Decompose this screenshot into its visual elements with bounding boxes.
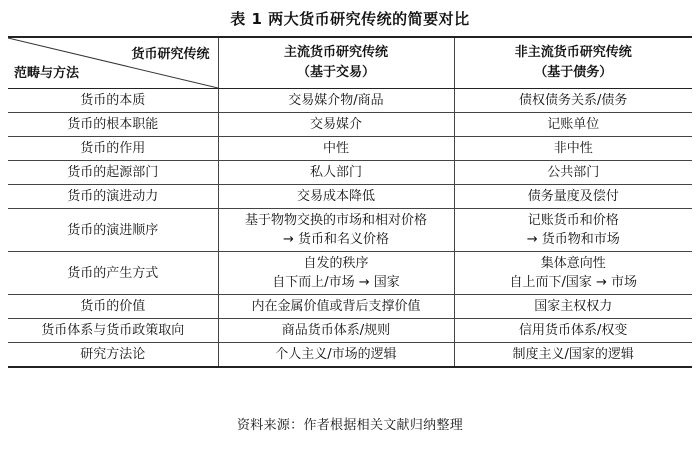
table-row <box>8 252 692 295</box>
header-mainstream-title: 主流货币研究传统 <box>283 45 388 60</box>
row-mainstream-line: 内在金属价值或背后支撑价值 <box>251 299 421 314</box>
row-category: 货币的本质 <box>8 89 218 113</box>
table-row <box>8 161 692 185</box>
row-mainstream-line: 个人主义/市场的逻辑 <box>275 347 397 362</box>
row-category: 货币的演进顺序 <box>8 209 218 252</box>
row-mainstream-line: 交易成本降低 <box>296 189 375 204</box>
row-non-mainstream <box>454 209 692 252</box>
corner-label-research-tradition: 货币研究传统 <box>131 47 210 62</box>
row-non-mainstream-line: 集体意向性 <box>540 256 606 271</box>
row-non-mainstream-line: 记账货币和价格 <box>527 213 619 228</box>
row-non-mainstream <box>454 89 692 113</box>
row-mainstream-line: 自发的秩序 <box>303 256 369 271</box>
row-non-mainstream-line: 信用货币体系/权变 <box>519 323 628 338</box>
source-note: 资料来源：作者根据相关文献归纳整理 <box>236 418 464 433</box>
table-row <box>8 137 692 161</box>
row-mainstream <box>218 113 454 137</box>
table-header-row <box>8 37 692 89</box>
table-row <box>8 89 692 113</box>
row-mainstream-line: → 货币和名义价格 <box>282 232 390 247</box>
row-mainstream <box>218 89 454 113</box>
row-non-mainstream <box>454 185 692 209</box>
row-non-mainstream-line: 非中性 <box>553 141 593 156</box>
row-non-mainstream <box>454 319 692 343</box>
row-category: 货币的产生方式 <box>8 252 218 295</box>
table-row <box>8 209 692 252</box>
header-non-mainstream-title: 非主流货币研究传统 <box>514 45 632 60</box>
header-mainstream-subtitle: （基于交易） <box>296 65 375 80</box>
table-row <box>8 295 692 319</box>
table-row <box>8 185 692 209</box>
row-mainstream <box>218 295 454 319</box>
row-category: 货币的起源部门 <box>8 161 218 185</box>
row-category: 货币体系与货币政策取向 <box>8 319 218 343</box>
row-non-mainstream-line: 记账单位 <box>547 117 600 132</box>
header-non-mainstream <box>454 37 692 89</box>
row-mainstream-line: 交易媒介物/商品 <box>288 93 384 108</box>
header-non-mainstream-subtitle: （基于债务） <box>534 65 613 80</box>
row-non-mainstream-line: 自上而下/国家 → 市场 <box>509 275 638 290</box>
row-mainstream <box>218 185 454 209</box>
row-non-mainstream-line: 国家主权权力 <box>534 299 613 314</box>
comparison-table <box>8 36 692 368</box>
row-mainstream <box>218 161 454 185</box>
row-mainstream <box>218 343 454 368</box>
row-category: 货币的根本职能 <box>8 113 218 137</box>
diagonal-header-cell <box>8 37 218 89</box>
row-non-mainstream-line: 债务量度及偿付 <box>527 189 619 204</box>
corner-label-category-method: 范畴与方法 <box>14 66 80 81</box>
row-mainstream <box>218 252 454 295</box>
table-row <box>8 319 692 343</box>
table-row <box>8 113 692 137</box>
row-mainstream-line: 基于物物交换的市场和相对价格 <box>244 213 427 228</box>
row-non-mainstream <box>454 161 692 185</box>
table-title: 表 1 两大货币研究传统的简要对比 <box>230 10 470 28</box>
row-category: 货币的价值 <box>8 295 218 319</box>
row-non-mainstream <box>454 343 692 368</box>
table-body <box>8 89 692 368</box>
row-mainstream <box>218 137 454 161</box>
row-non-mainstream-line: → 货币物和市场 <box>526 232 620 247</box>
row-non-mainstream-line: 债权债务关系/债务 <box>519 93 628 108</box>
row-mainstream-line: 交易媒介 <box>309 117 362 132</box>
row-non-mainstream-line: 制度主义/国家的逻辑 <box>512 347 634 362</box>
row-mainstream-line: 私人部门 <box>309 165 362 180</box>
row-non-mainstream <box>454 252 692 295</box>
comparison-table-container <box>8 36 692 368</box>
row-mainstream <box>218 209 454 252</box>
table-row <box>8 343 692 368</box>
row-category: 研究方法论 <box>8 343 218 368</box>
row-mainstream <box>218 319 454 343</box>
row-mainstream-line: 商品货币体系/规则 <box>281 323 391 338</box>
row-mainstream-line: 自下而上/市场 → 国家 <box>272 275 400 290</box>
row-non-mainstream-line: 公共部门 <box>547 165 600 180</box>
row-non-mainstream <box>454 113 692 137</box>
row-non-mainstream <box>454 295 692 319</box>
row-category: 货币的演进动力 <box>8 185 218 209</box>
row-category: 货币的作用 <box>8 137 218 161</box>
row-mainstream-line: 中性 <box>322 141 349 156</box>
row-non-mainstream <box>454 137 692 161</box>
header-mainstream <box>218 37 454 89</box>
